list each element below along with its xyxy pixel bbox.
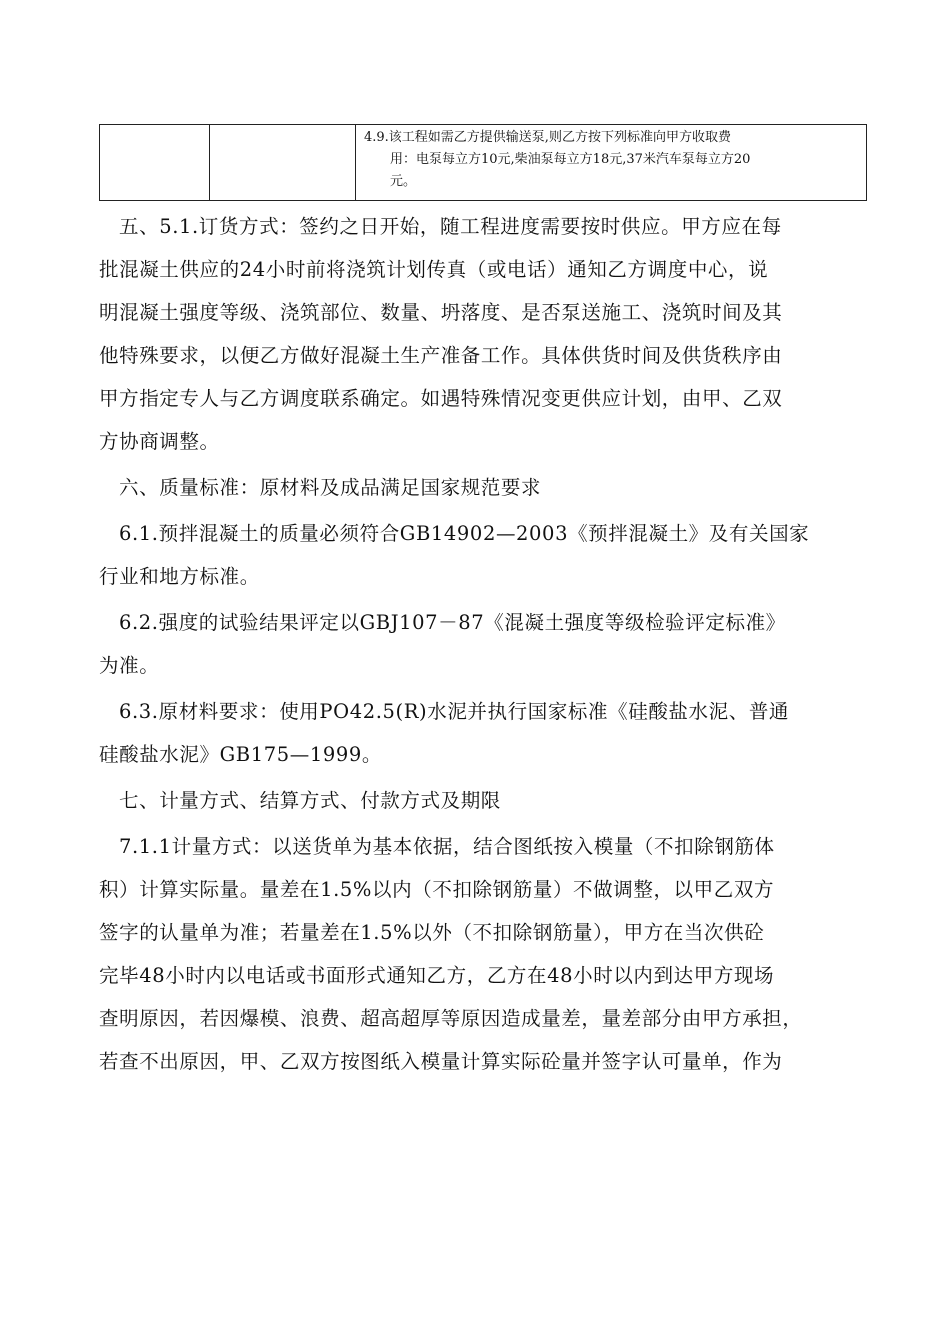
text-line: 完毕48小时内以电话或书面形式通知乙方，乙方在48小时以内到达甲方现场 bbox=[99, 964, 775, 987]
paragraph-7-1-1 bbox=[99, 825, 869, 1083]
table-cell-empty-2 bbox=[210, 125, 356, 201]
text-line: 六、质量标准：原材料及成品满足国家规范要求 bbox=[119, 476, 542, 499]
text-line: 方协商调整。 bbox=[99, 430, 220, 453]
text-line: 他特殊要求，以便乙方做好混凝土生产准备工作。具体供货时间及供货秩序由 bbox=[99, 344, 783, 367]
contract-body bbox=[99, 205, 869, 1086]
paragraph-6-1 bbox=[99, 512, 869, 598]
text-line: 七、计量方式、结算方式、付款方式及期限 bbox=[119, 789, 501, 812]
table-note-line-2: 用：电泵每立方10元,柴油泵每立方18元,37米汽车泵每立方20 bbox=[390, 152, 751, 167]
text-line: 6.3.原材料要求：使用PO42.5(R)水泥并执行国家标准《硅酸盐水泥、普通 bbox=[119, 700, 790, 723]
text-line: 查明原因，若因爆模、浪费、超高超厚等原因造成量差，量差部分由甲方承担， bbox=[99, 1007, 803, 1030]
paragraph-6-2 bbox=[99, 601, 869, 687]
text-line: 7.1.1计量方式：以送货单为基本依据，结合图纸按入模量（不扣除钢筋体 bbox=[119, 835, 775, 858]
text-line: 硅酸盐水泥》GB175—1999。 bbox=[99, 743, 382, 766]
text-line: 批混凝土供应的24小时前将浇筑计划传真（或电话）通知乙方调度中心，说 bbox=[99, 258, 769, 281]
section-heading-measurement bbox=[99, 779, 869, 822]
table-cell-note bbox=[356, 125, 867, 201]
text-line: 6.2.强度的试验结果评定以GBJ107－87《混凝土强度等级检验评定标准》 bbox=[119, 611, 786, 634]
text-line: 五、5.1.订货方式：签约之日开始，随工程进度需要按时供应。甲方应在每 bbox=[119, 215, 782, 238]
text-line: 为准。 bbox=[99, 654, 160, 677]
section-heading-quality bbox=[99, 466, 869, 509]
text-line: 签字的认量单为准；若量差在1.5%以外（不扣除钢筋量），甲方在当次供砼 bbox=[99, 921, 765, 944]
paragraph-ordering-method bbox=[99, 205, 869, 463]
table-cell-empty-1 bbox=[100, 125, 210, 201]
text-line: 甲方指定专人与乙方调度联系确定。如遇特殊情况变更供应计划，由甲、乙双 bbox=[99, 387, 783, 410]
paragraph-6-3 bbox=[99, 690, 869, 776]
text-line: 明混凝土强度等级、浇筑部位、数量、坍落度、是否泵送施工、浇筑时间及其 bbox=[99, 301, 783, 324]
text-line: 行业和地方标准。 bbox=[99, 565, 260, 588]
text-line: 6.1.预拌混凝土的质量必须符合GB14902—2003《预拌混凝土》及有关国家 bbox=[119, 522, 810, 545]
table-row bbox=[100, 125, 867, 201]
continuation-table bbox=[99, 124, 867, 201]
text-line: 积）计算实际量。量差在1.5%以内（不扣除钢筋量）不做调整，以甲乙双方 bbox=[99, 878, 775, 901]
text-line: 若查不出原因，甲、乙双方按图纸入模量计算实际砼量并签字认可量单，作为 bbox=[99, 1050, 783, 1073]
table-note-line-1: 4.9.该工程如需乙方提供输送泵,则乙方按下列标准向甲方收取费 bbox=[364, 130, 731, 145]
table-note-line-3: 元。 bbox=[390, 174, 417, 189]
